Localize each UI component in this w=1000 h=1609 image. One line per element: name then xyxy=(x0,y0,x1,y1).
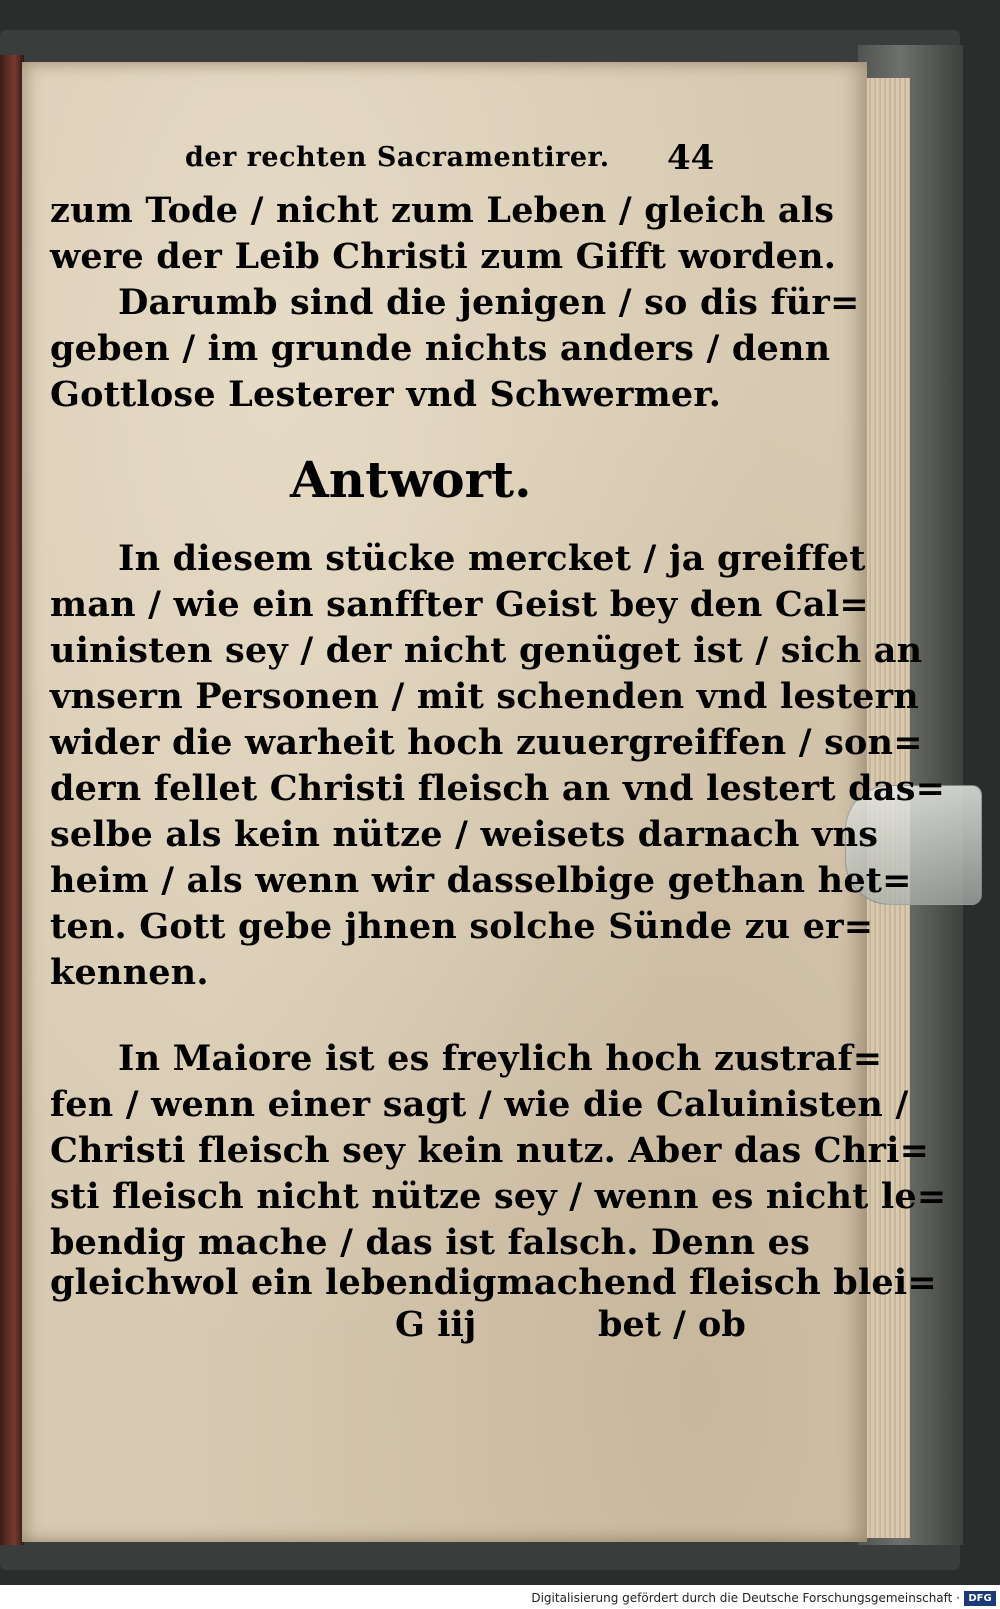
catchword: bet / ob xyxy=(598,1304,746,1345)
text-line: fen / wenn einer sagt / wie die Caluinisten / xyxy=(50,1084,909,1125)
text-line: kennen. xyxy=(50,952,209,993)
book-spine xyxy=(0,55,24,1545)
text-line: Christi fleisch sey kein nutz. Aber das Chri= xyxy=(50,1130,930,1171)
page-number: 44 xyxy=(667,138,715,178)
text-line: Gottlose Lesterer vnd Schwermer. xyxy=(50,374,722,415)
text-line: dern fellet Christi fleisch an vnd lestert das= xyxy=(50,768,946,809)
text-line: ten. Gott gebe jhnen solche Sünde zu er= xyxy=(50,906,874,947)
text-line: wider die warheit hoch zuuergreiffen / son= xyxy=(50,722,923,763)
text-line: geben / im grunde nichts anders / denn xyxy=(50,328,831,369)
text-line: heim / als wenn wir dasselbige gethan het= xyxy=(50,860,912,901)
text-line: vnsern Personen / mit schenden vnd lestern xyxy=(50,676,919,717)
text-line: gleichwol ein lebendigmachend fleisch blei= xyxy=(50,1262,937,1303)
text-line: selbe als kein nütze / weisets darnach vns xyxy=(50,814,879,855)
text-line: sti fleisch nicht nütze sey / wenn es nicht le= xyxy=(50,1176,947,1217)
text-line: uinisten sey / der nicht genüget ist / sich an xyxy=(50,630,923,671)
text-line: In Maiore ist es freylich hoch zustraf= xyxy=(118,1038,883,1079)
text-line: man / wie ein sanffter Geist bey den Cal= xyxy=(50,584,869,625)
dfg-logo: DFG xyxy=(964,1591,996,1606)
signature-mark: G iij xyxy=(395,1304,477,1345)
footer-credit: Digitalisierung gefördert durch die Deutsche Forschungsgemeinschaft · xyxy=(531,1591,960,1605)
section-heading: Antwort. xyxy=(290,450,532,509)
running-head: der rechten Sacramentirer. xyxy=(185,142,610,173)
text-line: Darumb sind die jenigen / so dis für= xyxy=(118,282,860,323)
text-line: were der Leib Christi zum Gifft worden. xyxy=(50,236,837,277)
text-line: bendig mache / das ist falsch. Denn es xyxy=(50,1222,811,1263)
text-line: zum Tode / nicht zum Leben / gleich als xyxy=(50,190,835,231)
text-line: In diesem stücke mercket / ja greiffet xyxy=(118,538,866,579)
